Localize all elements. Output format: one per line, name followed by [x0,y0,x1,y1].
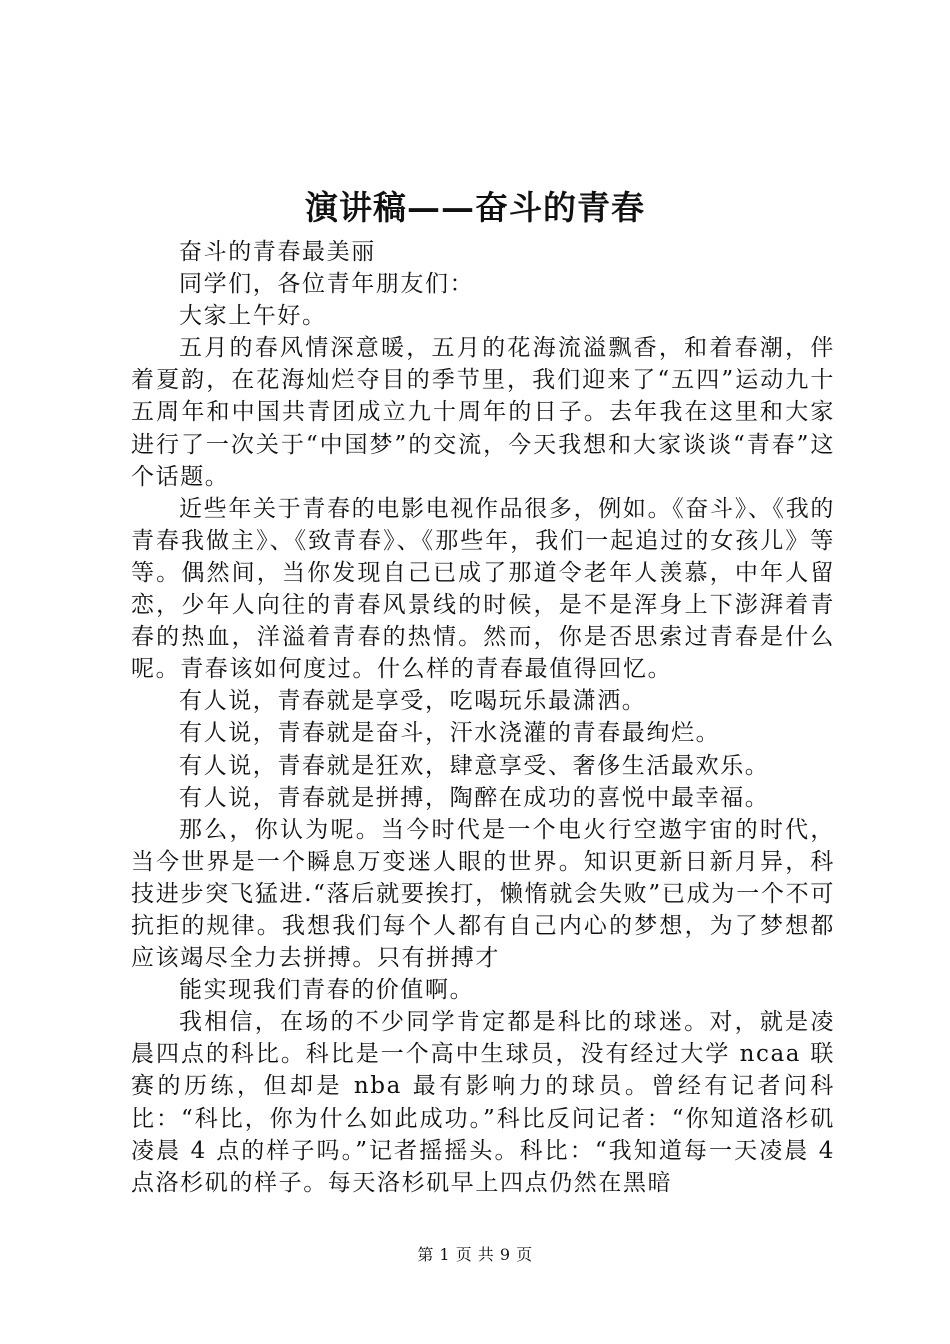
paragraph: 有人说，青春就是奋斗，汗水浇灌的青春最绚烂。 [179,720,721,747]
paragraph-greeting: 大家上午好。 [179,303,327,330]
paragraph: 那么，你认为呢。当今时代是一个电火行空遨宇宙的时代，当今世界是一个瞬息万变迷人眼的世界。知识更新日新月异，科技进步突飞猛进.“落后就要挨打，懒惰就会失败”已成为一个不可抗拒的规律。我想我们每个人都有自己内心的梦想，为了梦想都应该竭尽全力去拼搏。只有拼搏才 [131,816,835,972]
document-title: 演讲稿——奋斗的青春 [305,188,645,227]
paragraph: 有人说，青春就是狂欢，肆意享受、奢侈生活最欢乐。 [179,752,770,779]
paragraph: 近些年关于青春的电影电视作品很多，例如。《奋斗》、《我的青春我做主》、《致青春》、《那些年，我们一起追过的女孩儿》等等。偶然间，当你发现自己已成了那道令老年人羡慕，中年人留恋，少年人向往的青春风景线的时候，是不是浑身上下澎湃着青春的热血，洋溢着青春的热情。然而，你是否思索过青春是什么呢。青春该如何度过。什么样的青春最值得回忆。 [131,495,835,683]
document-body [131,236,835,1199]
paragraph-subtitle: 奋斗的青春最美丽 [179,239,376,265]
paragraph: 能实现我们青春的价值啊。 [179,977,475,1004]
paragraph: 我相信，在场的不少同学肯定都是科比的球迷。对，就是凌晨四点的科比。科比是一个高中生球员，没有经过大学 ncaa 联赛的历练，但却是 nba 最有影响力的球员。曾经有记者问科比：“科比，你为什么如此成功。”科比反问记者：“你知道洛杉矶凌晨 4 点的样子吗。”记者摇摇头。科比：“我知道每一天凌晨 4 点洛杉矶的样子。每天洛杉矶早上四点仍然在黑暗 [131,1009,835,1196]
paragraph: 有人说，青春就是拼搏，陶醉在成功的喜悦中最幸福。 [179,784,770,811]
paragraph: 五月的春风情深意暖，五月的花海流溢飘香，和着春潮，伴着夏韵，在花海灿烂夺目的季节里，我们迎来了“五四”运动九十五周年和中国共青团成立九十周年的日子。去年我在这里和大家进行了一次关于“中国梦”的交流，今天我想和大家谈谈“青春”这个话题。 [131,335,835,490]
page-number-footer: 第 1 页 共 9 页 [417,1245,533,1264]
paragraph-salutation: 同学们，各位青年朋友们： [179,271,475,298]
paragraph: 有人说，青春就是享受，吃喝玩乐最潇洒。 [179,688,647,715]
